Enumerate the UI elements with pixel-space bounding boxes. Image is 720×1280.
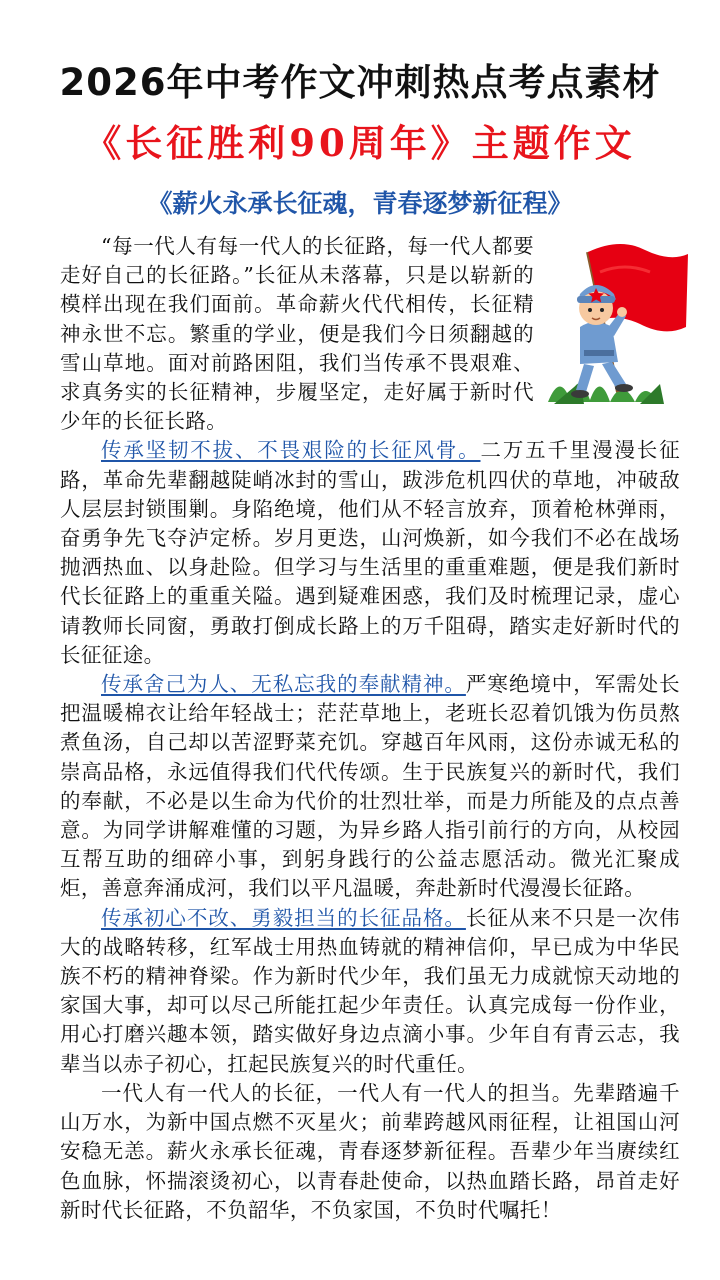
paragraph-3-lead: 传承舍己为人、无私忘我的奉献精神。 [101, 672, 466, 697]
paragraph-3 [60, 670, 680, 904]
paragraph-conclusion: 一代人有一代人的长征，一代人有一代人的担当。先辈踏遍千山万水，为新中国点燃不灭星火；前辈跨越风雨征程，让祖国山河安稳无恙。薪火永承长征魂，青春逐梦新征程。吾辈少年当赓续红色血脉，怀揣滚烫初心，以青春赴使命，以热血踏长路，昂首走好新时代长征路，不负韶华，不负家国，不负时代嘱托！ [60, 1080, 680, 1222]
paragraph-2-text: 二万五千里漫漫长征路，革命先辈翻越陡峭冰封的雪山，跋涉危机四伏的草地，冲破敌人层层封锁围剿。身陷绝境，他们从不轻言放弃，顶着枪林弹雨，奋勇争先飞夺泸定桥。岁月更迭，山河焕新，如今我们不必在战场抛洒热血、以身赴险。但学习与生活里的重重难题，便是我们新时代长征路上的重重关隘。遇到疑难困惑，我们及时梳理记录，虚心请教师长同窗，勇敢打倒成长路上的万千阻碍，踏实走好新时代的长征征途。 [60, 438, 680, 667]
paragraph-2 [60, 436, 680, 670]
paragraph-4-text: 长征从来不只是一次伟大的战略转移，红军战士用热血铸就的精神信仰，早已成为中华民族不朽的精神脊梁。作为新时代少年，我们虽无力成就惊天动地的家国大事，却可以尽己所能扛起少年责任。认真完成每一份作业，用心打磨兴趣本领，踏实做好身边点滴小事。少年自有青云志，我辈当以赤子初心，扛起民族复兴的时代重任。 [60, 905, 680, 1076]
paragraph-2-lead: 传承坚韧不拔、不畏艰险的长征风骨。 [101, 438, 481, 463]
paragraph-4-lead: 传承初心不改、勇毅担当的长征品格。 [101, 905, 466, 930]
essay-title: 《薪火永承长征魂，青春逐梦新征程》 [147, 189, 573, 218]
paragraph-4 [60, 904, 680, 1079]
paragraph-intro: “每一代人有每一代人的长征路，每一代人都要走好自己的长征路。”长征从未落幕，只是以崭新的模样出现在我们面前。革命薪火代代相传，长征精神永世不忘。繁重的学业，便是我们今日须翻越的雪山草地。面对前路困阻，我们当传承不畏艰难、求真务实的长征精神，步履坚定，走好属于新时代少年的长征长路。 [60, 234, 534, 434]
paragraph-3-text: 严寒绝境中，军需处长把温暖棉衣让给年轻战士；茫茫草地上，老班长忍着饥饿为伤员熬煮鱼汤，自己却以苦涩野菜充饥。穿越百年风雨，这份赤诚无私的崇高品格，永远值得我们代代传颂。生于民族复兴的新时代，我们的奉献，不必是以生命为代价的壮烈壮举，而是力所能及的点点善意。为同学讲解难懂的习题，为异乡路人指引前行的方向，从校园互帮互助的细碎小事，到躬身践行的公益志愿活动。微光汇聚成炬，善意奔涌成河，我们以平凡温暖，奔赴新时代漫漫长征路。 [60, 672, 680, 901]
page-title: 2026年中考作文冲刺热点考点素材 [59, 61, 661, 104]
theme-title: 《长征胜利90周年》主题作文 [84, 121, 636, 165]
red-army-soldier-with-flag-icon [540, 232, 690, 412]
essay-body [60, 232, 680, 1225]
